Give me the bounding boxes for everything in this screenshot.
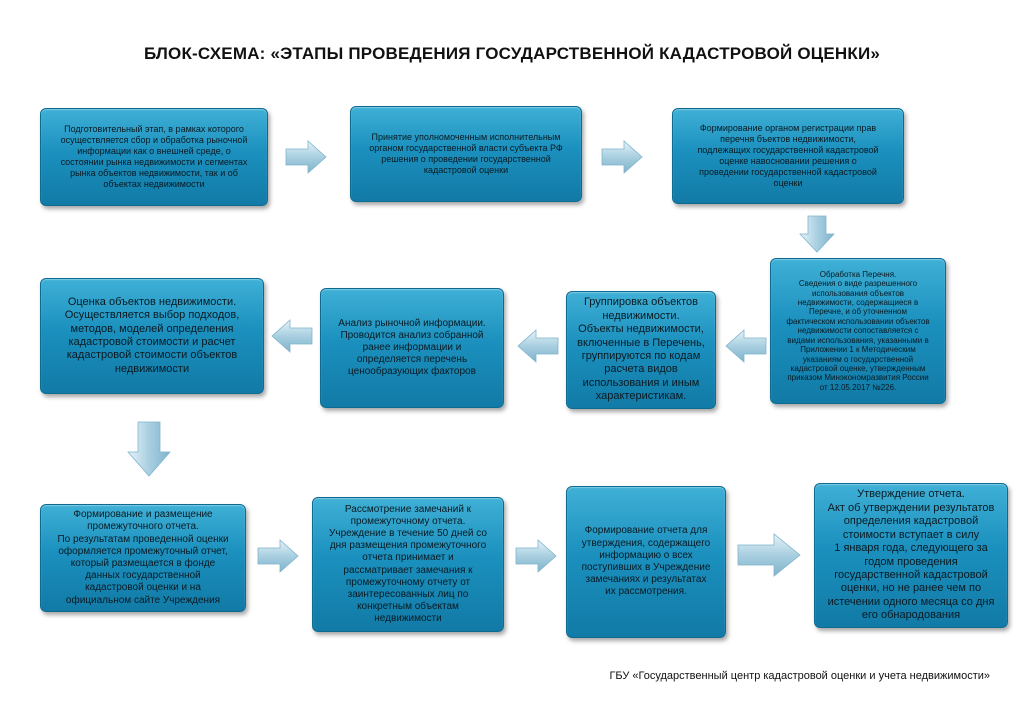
step-4-box xyxy=(770,258,946,404)
step-8-text: Формирование и размещение промежуточного отчета. По результатам проведенной оценки оформляется промежуточный отчет, который размещается в фонде данных государственной кадастровой оценки и на официальном сайте Учреждения xyxy=(57,509,229,606)
arrow-left-icon xyxy=(724,328,768,364)
step-9-text: Рассмотрение замечаний к промежуточному отчета. Учреждение в течение 50 дней со дня размещения промежуточного отчета принимает и рассматривает замечания к промежуточному отчету от заинтересованных лиц по конкретным объектам недвижимости xyxy=(329,503,487,625)
step-7-text: Оценка объектов недвижимости. Осуществляется выбор подходов, методов, моделей определения кадастровой стоимости и расчет кадастровой стоимости объектов недвижимости xyxy=(64,295,240,375)
arrow-down-icon xyxy=(798,214,836,254)
arrow-down-icon xyxy=(126,420,172,478)
arrow-right-icon xyxy=(736,532,802,578)
step-5-text: Группировка объектов недвижимости. Объекты недвижимости, включенные в Перечень, группируются по кодам расчета видов использования и иным характеристикам. xyxy=(577,296,705,403)
step-4-text: Обработка Перечня. Сведения о виде разрешенного использования объектов недвижимости, содержащиеся в Перечне, и об уточненном фактическом использовании объектов недвижимости сопоставляется с видами использования, указанными в Приложении 1 к Методическим указаниям о государственной кадастровой оценке, утвержденным приказом Минэкономразвития России от 12.05.2017 №226. xyxy=(786,269,930,392)
step-9-box xyxy=(312,497,504,632)
arrow-right-icon xyxy=(256,538,300,574)
step-11-box xyxy=(814,483,1008,628)
step-10-text: Формирование отчета для утверждения, содержащего информацию о всех поступивших в Учреждение замечаниях и результатах их рассмотрения. xyxy=(581,525,711,598)
step-2-box xyxy=(350,106,582,202)
step-5-box xyxy=(566,291,716,409)
arrow-right-icon xyxy=(514,538,558,574)
arrow-left-icon xyxy=(516,328,560,364)
step-7-box xyxy=(40,278,264,394)
step-3-box xyxy=(672,108,904,204)
step-1-box xyxy=(40,108,268,206)
step-10-box xyxy=(566,486,726,638)
arrow-right-icon xyxy=(284,139,328,175)
arrow-right-icon xyxy=(600,139,644,175)
step-3-text: Формирование органом регистрации прав перечня бъектов недвижимости, подлежащих государственной кадастровой оценке навосновании решения о проведении государственной кадастровой оценки xyxy=(697,123,879,188)
page-title: БЛОК-СХЕМА: «ЭТАПЫ ПРОВЕДЕНИЯ ГОСУДАРСТВЕННОЙ КАДАСТРОВОЙ ОЦЕНКИ» xyxy=(143,44,881,63)
step-1-text: Подготовительный этап, в рамках которого осуществляется сбор и обработка рыночной информации как о внешней среде, о состоянии рынка недвижимости и сегментах рынка объектов недвижимости, так и об объектах недвижимости xyxy=(60,124,248,189)
step-2-text: Принятие уполномоченным исполнительным органом государственной власти субъекта РФ решения о проведении государственной кадастровой оценки xyxy=(369,132,563,175)
arrow-left-icon xyxy=(270,318,314,354)
step-8-box xyxy=(40,504,246,612)
footer-organization: ГБУ «Государственный центр кадастровой оценки и учета недвижимости» xyxy=(609,670,990,682)
step-11-text: Утверждение отчета. Акт об утверждении результатов определения кадастровой стоимости вступает в силу 1 января года, следующего за годом проведения государственной кадастровой оценки, но не ранее чем по истечении одного месяца со дня его обнародования xyxy=(827,488,995,622)
step-6-text: Анализ рыночной информации. Проводится анализ собранной ранее информации и определяется перечень ценообразующих факторов xyxy=(338,317,486,378)
step-6-box xyxy=(320,288,504,408)
